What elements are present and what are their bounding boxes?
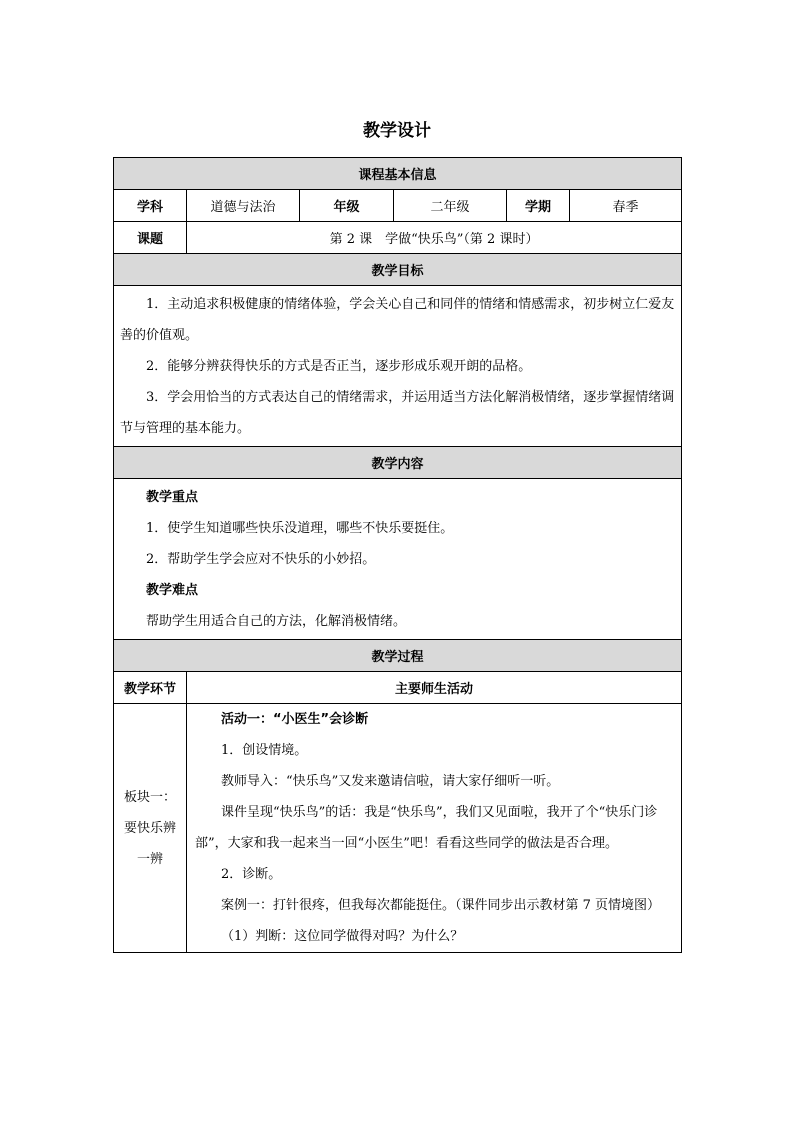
stage-column-header: 教学环节 — [114, 672, 187, 704]
subject-label: 学科 — [114, 190, 187, 222]
stage-cell: 板块一：要快乐辨一辨 — [114, 704, 187, 953]
section-basic-info: 课程基本信息 — [114, 158, 682, 190]
activity-line: 2．诊断。 — [221, 867, 282, 882]
goals-cell — [114, 286, 682, 447]
activity-line: 案例一：打针很疼，但我每次都能挺住。（课件同步出示教材第 7 页情境图） — [221, 898, 661, 913]
activity-line: 课件呈现“快乐鸟”的话：我是“快乐鸟”，我们又见面啦，我开了个“快乐门诊部”，大家和我一起来当一回“小医生”吧！看看这些同学的做法是否合理。 — [195, 805, 658, 851]
grade-value: 二年级 — [394, 190, 507, 222]
activity-line: 1．创设情境。 — [221, 743, 308, 758]
subject-value: 道德与法治 — [187, 190, 300, 222]
term-value: 春季 — [570, 190, 682, 222]
goal-item: 2．能够分辨获得快乐的方式是否正当，逐步形成乐观开朗的品格。 — [146, 359, 532, 374]
topic-value: 第 2 课 学做“快乐鸟”（第 2 课时） — [187, 222, 682, 254]
content-cell — [114, 479, 682, 640]
activity-cell — [187, 704, 682, 953]
section-process: 教学过程 — [114, 640, 682, 672]
difficulty-text: 帮助学生用适合自己的方法，化解消极情绪。 — [146, 614, 407, 629]
key-points-heading: 教学重点 — [146, 490, 199, 505]
goal-item: 3．学会用恰当的方式表达自己的情绪需求，并运用适当方法化解消极情绪，逐步掌握情绪调节与管理的基本能力。 — [120, 390, 675, 436]
key-point-item: 2．帮助学生学会应对不快乐的小妙招。 — [146, 552, 376, 567]
activity-column-header: 主要师生活动 — [187, 672, 682, 704]
section-content: 教学内容 — [114, 447, 682, 479]
term-label: 学期 — [507, 190, 570, 222]
topic-label: 课题 — [114, 222, 187, 254]
activity-line: 教师导入：“快乐鸟”又发来邀请信啦，请大家仔细听一听。 — [221, 774, 560, 789]
grade-label: 年级 — [300, 190, 394, 222]
difficulty-heading: 教学难点 — [146, 583, 199, 598]
document-title: 教学设计 — [363, 121, 431, 141]
key-point-item: 1．使学生知道哪些快乐没道理，哪些不快乐要挺住。 — [146, 521, 454, 536]
goal-item: 1．主动追求积极健康的情绪体验，学会关心自己和同伴的情绪和情感需求，初步树立仁爱友善的价值观。 — [120, 297, 675, 343]
section-goals: 教学目标 — [114, 254, 682, 286]
activity-title: 活动一：“小医生”会诊断 — [221, 712, 369, 727]
activity-line: （1）判断：这位同学做得对吗？为什么？ — [221, 929, 464, 944]
lesson-plan-table — [113, 157, 682, 953]
